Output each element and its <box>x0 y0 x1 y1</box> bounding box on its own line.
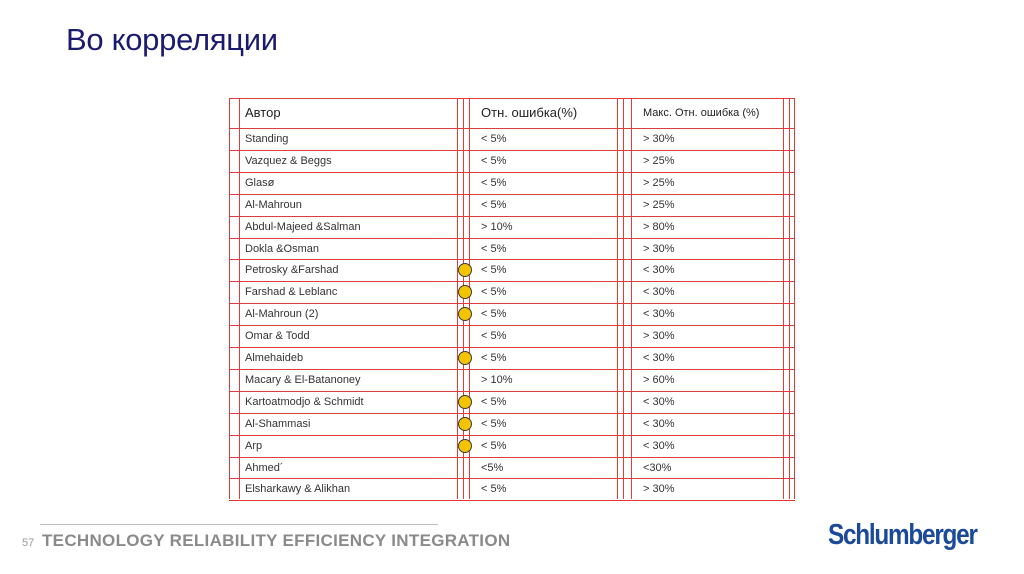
highlight-marker-icon <box>458 263 472 277</box>
brand-logo: Schlumberger <box>828 519 977 551</box>
max-rel-error-cell: > 25% <box>643 177 675 189</box>
header-author: Автор <box>245 105 281 120</box>
max-rel-error-cell: < 30% <box>643 352 675 364</box>
author-cell: Ahmed´ <box>245 462 284 474</box>
author-cell: Petrosky &Farshad <box>245 264 339 276</box>
author-cell: Elsharkawy & Alikhan <box>245 483 351 495</box>
max-rel-error-cell: > 30% <box>643 483 675 495</box>
correlation-table <box>229 98 795 499</box>
author-cell: Farshad & Leblanc <box>245 286 338 298</box>
grid-vline <box>229 98 230 499</box>
max-rel-error-cell: <30% <box>643 462 672 474</box>
max-rel-error-cell: > 80% <box>643 221 675 233</box>
author-cell: Al-Mahroun (2) <box>245 308 319 320</box>
grid-hline <box>229 457 795 458</box>
author-cell: Glasø <box>245 177 275 189</box>
max-rel-error-cell: < 30% <box>643 286 675 298</box>
grid-vline <box>794 98 795 499</box>
author-cell: Vazquez & Beggs <box>245 155 332 167</box>
author-cell: Kartoatmodjo & Schmidt <box>245 396 364 408</box>
rel-error-cell: < 5% <box>481 155 507 167</box>
highlight-marker-icon <box>458 351 472 365</box>
rel-error-cell: > 10% <box>481 374 513 386</box>
rel-error-cell: < 5% <box>481 177 507 189</box>
grid-hline <box>229 128 795 129</box>
grid-hline <box>229 435 795 436</box>
max-rel-error-cell: > 30% <box>643 330 675 342</box>
max-rel-error-cell: > 25% <box>643 199 675 211</box>
author-cell: Dokla &Osman <box>245 243 319 255</box>
rel-error-cell: < 5% <box>481 308 507 320</box>
highlight-marker-icon <box>458 307 472 321</box>
rel-error-cell: > 10% <box>481 221 513 233</box>
rel-error-cell: < 5% <box>481 352 507 364</box>
rel-error-cell: < 5% <box>481 483 507 495</box>
page-number: 57 <box>22 537 35 549</box>
author-cell: Standing <box>245 133 289 145</box>
grid-vline <box>239 98 240 499</box>
header-max-rel-error: Макс. Отн. ошибка (%) <box>643 107 760 119</box>
grid-vline <box>623 98 624 499</box>
highlight-marker-icon <box>458 285 472 299</box>
author-cell: Arp <box>245 440 263 452</box>
grid-vline <box>783 98 784 499</box>
rel-error-cell: < 5% <box>481 418 507 430</box>
rel-error-cell: < 5% <box>481 264 507 276</box>
max-rel-error-cell: < 30% <box>643 440 675 452</box>
footer-divider <box>40 524 438 525</box>
grid-hline <box>229 413 795 414</box>
grid-hline <box>229 172 795 173</box>
footer-tagline: TECHNOLOGY RELIABILITY EFFICIENCY INTEGRATION <box>42 531 511 550</box>
author-cell: Omar & Todd <box>245 330 310 342</box>
max-rel-error-cell: < 30% <box>643 418 675 430</box>
highlight-marker-icon <box>458 417 472 431</box>
highlight-marker-icon <box>458 395 472 409</box>
max-rel-error-cell: < 30% <box>643 308 675 320</box>
rel-error-cell: < 5% <box>481 133 507 145</box>
rel-error-cell: < 5% <box>481 440 507 452</box>
grid-vline <box>457 98 458 499</box>
highlight-marker-icon <box>458 439 472 453</box>
max-rel-error-cell: > 30% <box>643 243 675 255</box>
grid-hline <box>229 194 795 195</box>
author-cell: Al-Shammasi <box>245 418 311 430</box>
grid-vline <box>469 98 470 499</box>
rel-error-cell: < 5% <box>481 243 507 255</box>
rel-error-cell: <5% <box>481 462 504 474</box>
grid-vline <box>631 98 632 499</box>
author-cell: Macary & El-Batanoney <box>245 374 361 386</box>
slide-title: Во корреляции <box>66 22 278 57</box>
rel-error-cell: < 5% <box>481 330 507 342</box>
author-cell: Almehaideb <box>245 352 304 364</box>
max-rel-error-cell: < 30% <box>643 396 675 408</box>
rel-error-cell: < 5% <box>481 286 507 298</box>
rel-error-cell: < 5% <box>481 396 507 408</box>
max-rel-error-cell: > 25% <box>643 155 675 167</box>
author-cell: Abdul-Majeed &Salman <box>245 221 361 233</box>
grid-hline <box>229 347 795 348</box>
max-rel-error-cell: > 30% <box>643 133 675 145</box>
max-rel-error-cell: > 60% <box>643 374 675 386</box>
grid-hline <box>229 325 795 326</box>
header-rel-error: Отн. ошибка(%) <box>481 105 578 120</box>
grid-vline <box>789 98 790 499</box>
max-rel-error-cell: < 30% <box>643 264 675 276</box>
author-cell: Al-Mahroun <box>245 199 302 211</box>
grid-vline <box>617 98 618 499</box>
grid-hline <box>229 500 795 501</box>
rel-error-cell: < 5% <box>481 199 507 211</box>
